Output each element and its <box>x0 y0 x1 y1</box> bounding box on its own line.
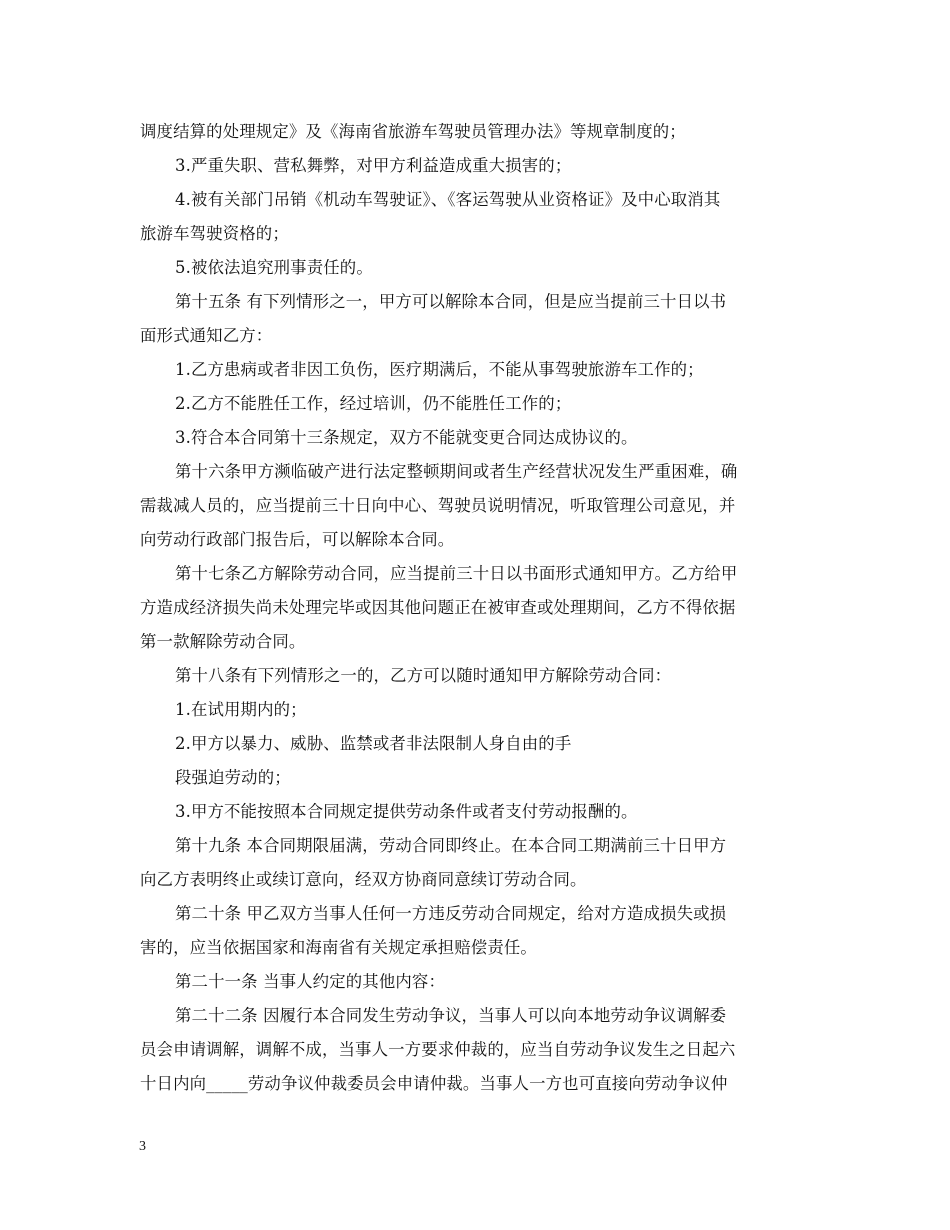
text-line: 员会申请调解，调解不成，当事人一方要求仲裁的，应当自劳动争议发生之日起六 <box>140 1040 736 1059</box>
text-line: 3.甲方不能按照本合同规定提供劳动条件或者支付劳动报酬的。 <box>175 802 638 821</box>
text-line: 第十五条 有下列情形之一，甲方可以解除本合同，但是应当提前三十日以书 <box>175 292 727 311</box>
text-line: 段强迫劳动的； <box>175 768 291 787</box>
text-line: 方造成经济损失尚未处理完毕或因其他问题正在被审查或处理期间，乙方不得依据 <box>140 598 736 617</box>
text-line: 3.严重失职、营私舞弊，对甲方利益造成重大损害的； <box>175 156 572 175</box>
text-line: 旅游车驾驶资格的； <box>140 224 289 243</box>
text-line: 第一款解除劳动合同。 <box>140 632 306 651</box>
text-line: 第十八条有下列情形之一的，乙方可以随时通知甲方解除劳动合同： <box>175 666 672 685</box>
text-line: 第二十一条 当事人约定的其他内容： <box>175 972 446 991</box>
text-line: 5.被依法追究刑事责任的。 <box>175 258 373 277</box>
text-line: 向劳动行政部门报告后，可以解除本合同。 <box>140 530 455 549</box>
text-line: 2.乙方不能胜任工作，经过培训，仍不能胜任工作的； <box>175 394 572 413</box>
text-line: 第二十条 甲乙双方当事人任何一方违反劳动合同规定，给对方造成损失或损 <box>175 904 727 923</box>
text-line: 面形式通知乙方： <box>140 326 273 345</box>
text-line: 第十六条甲方濒临破产进行法定整顿期间或者生产经营状况发生严重困难，确 <box>175 462 738 481</box>
text-line: 4.被有关部门吊销《机动车驾驶证》、《客运驾驶从业资格证》及中心取消其 <box>175 190 721 209</box>
text-line: 害的，应当依据国家和海南省有关规定承担赔偿责任。 <box>140 938 537 957</box>
text-line: 十日内向_____劳动争议仲裁委员会申请仲裁。当事人一方也可直接向劳动争议仲 <box>140 1074 728 1093</box>
text-line: 1.乙方患病或者非因工负伤，医疗期满后，不能从事驾驶旅游车工作的； <box>175 360 704 379</box>
text-line: 第十七条乙方解除劳动合同，应当提前三十日以书面形式通知甲方。乙方给甲 <box>175 564 738 583</box>
text-line: 3.符合本合同第十三条规定，双方不能就变更合同达成协议的。 <box>175 428 638 447</box>
page-number: 3 <box>139 1139 146 1154</box>
text-line: 第十九条 本合同期限届满，劳动合同即终止。在本合同工期满前三十日甲方 <box>175 836 727 855</box>
text-line: 调度结算的处理规定》及《海南省旅游车驾驶员管理办法》等规章制度的； <box>140 122 686 141</box>
text-line: 2.甲方以暴力、威胁、监禁或者非法限制人身自由的手 <box>175 734 572 753</box>
text-line: 第二十二条 因履行本合同发生劳动争议，当事人可以向本地劳动争议调解委 <box>175 1006 727 1025</box>
text-line: 向乙方表明终止或续订意向，经双方协商同意续订劳动合同。 <box>140 870 587 889</box>
text-line: 1.在试用期内的； <box>175 700 307 719</box>
text-line: 需裁减人员的，应当提前三十日向中心、驾驶员说明情况，听取管理公司意见，并 <box>140 496 736 515</box>
